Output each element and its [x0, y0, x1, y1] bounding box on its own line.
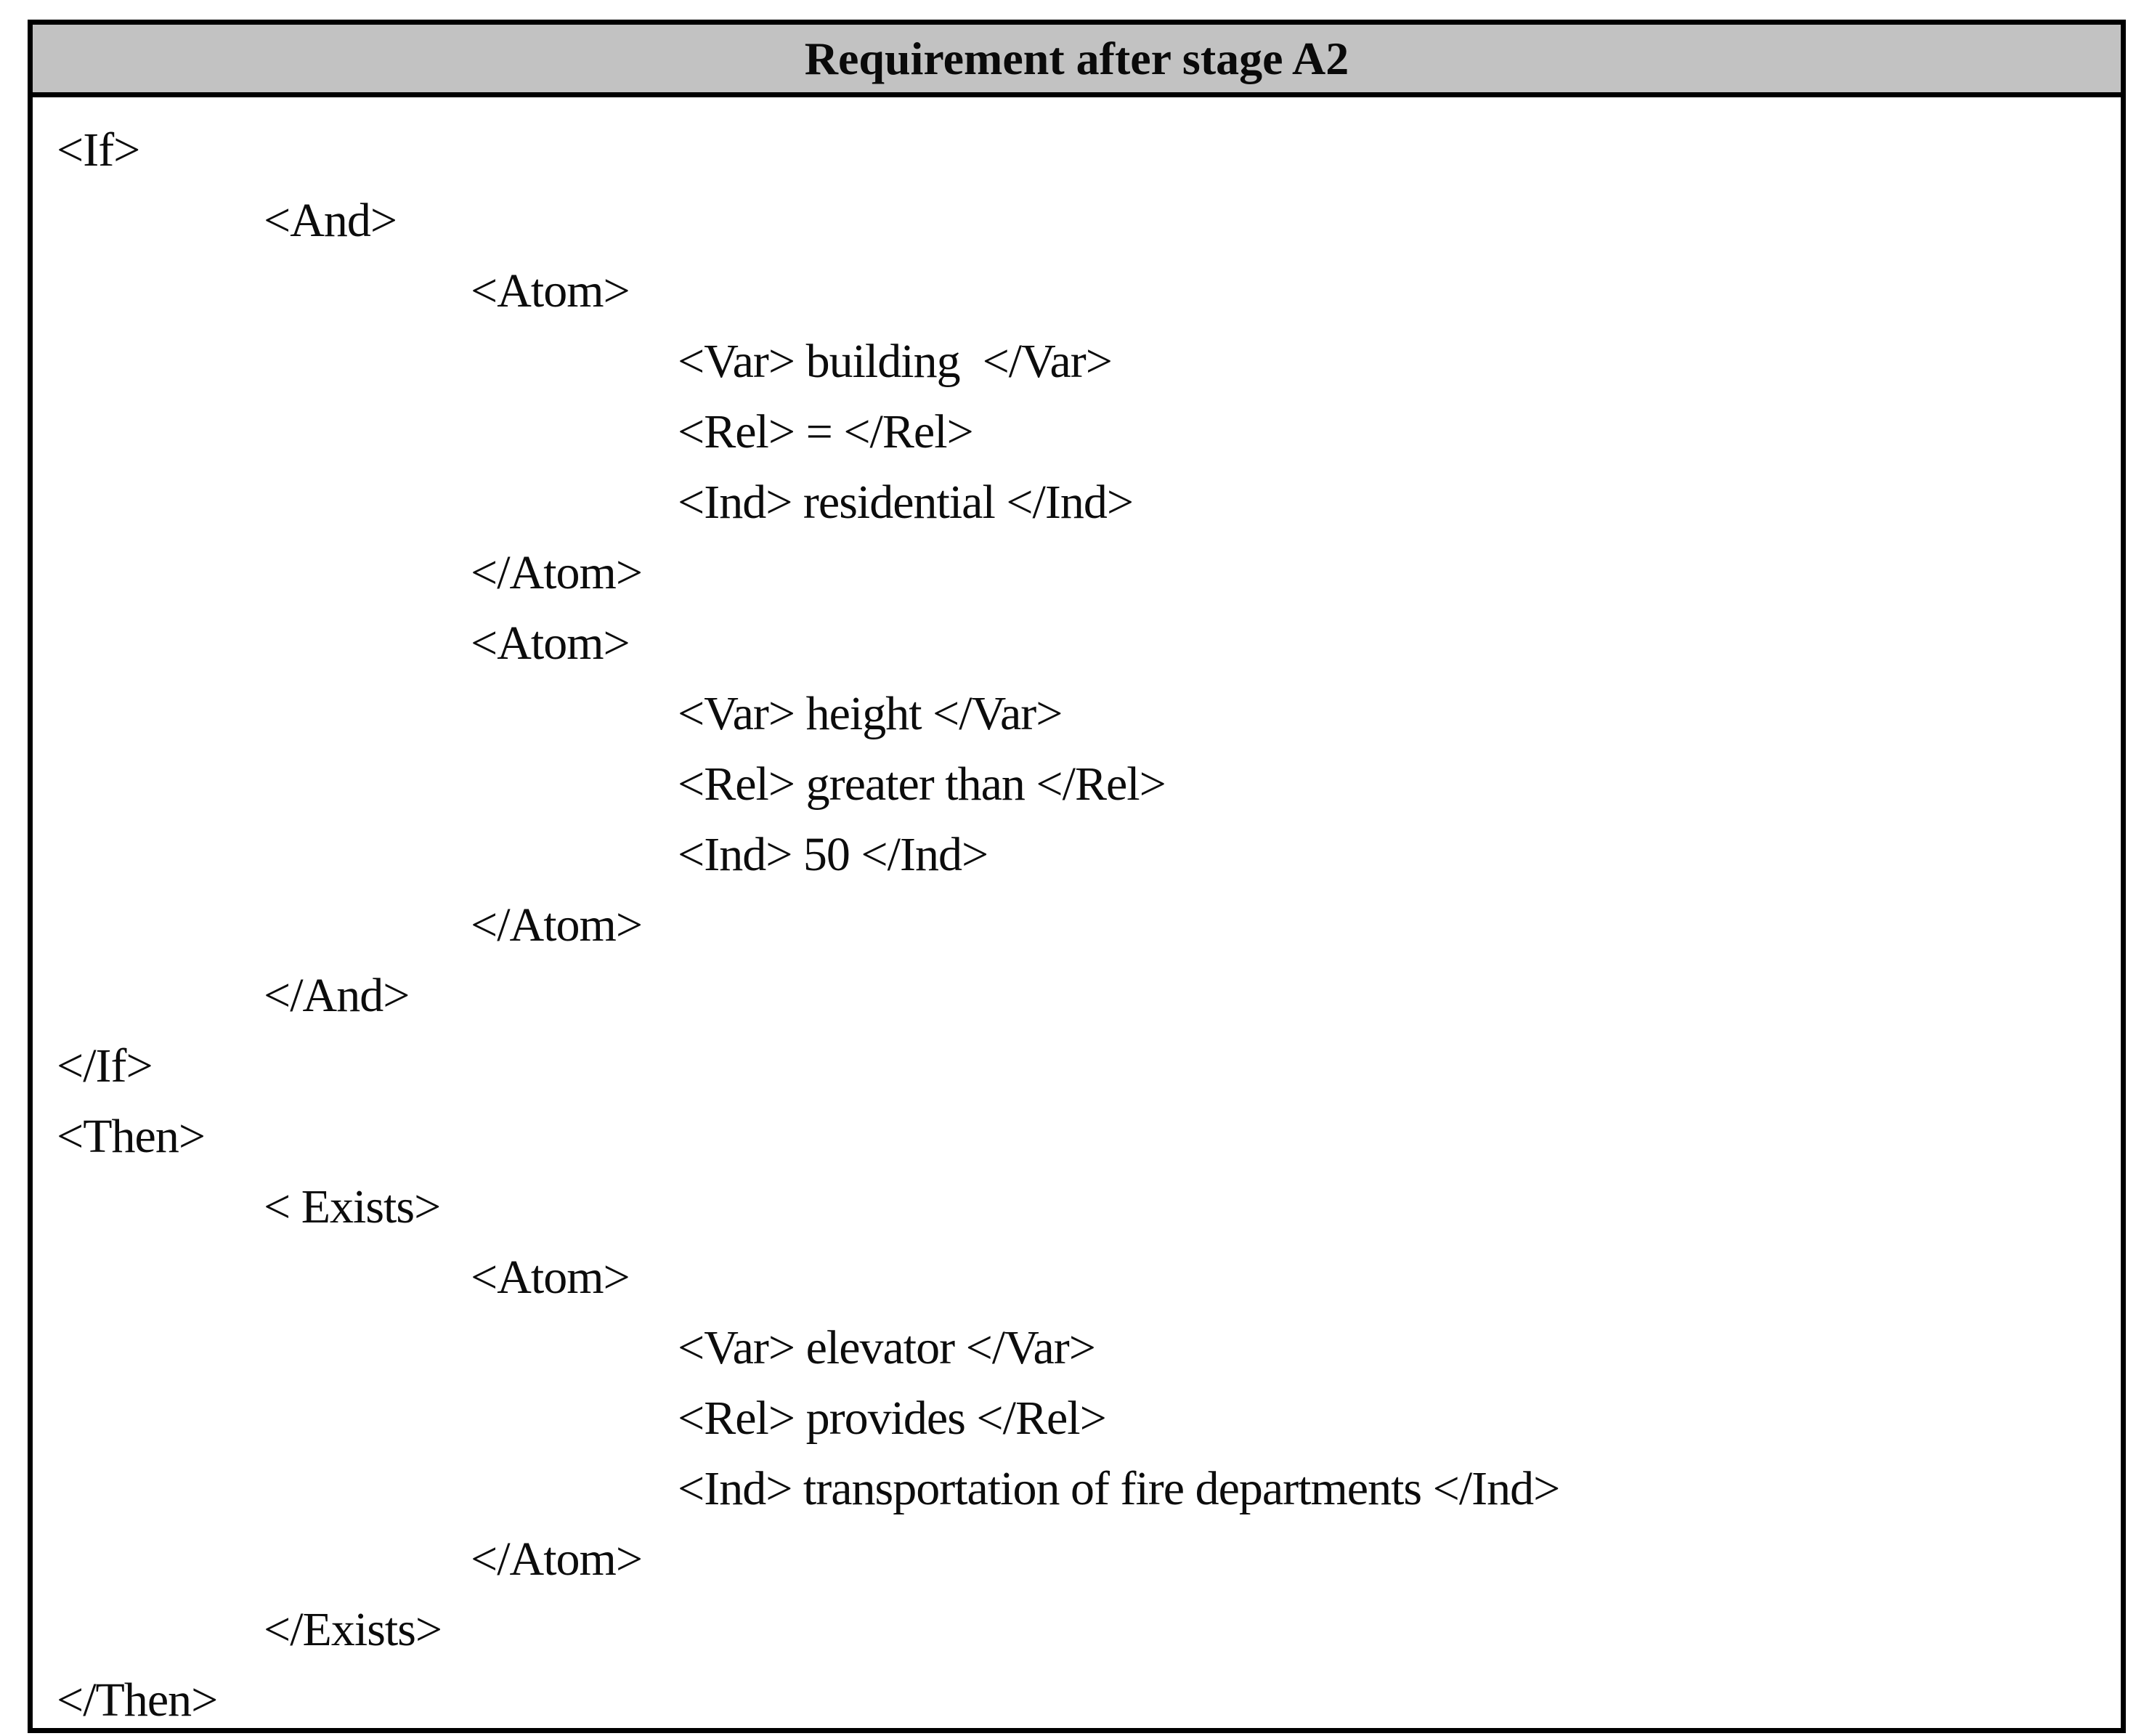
code-line: <Ind> 50 </Ind> [678, 828, 988, 881]
code-line: </Then> [57, 1674, 218, 1727]
code-line: <Rel> = </Rel> [678, 405, 973, 458]
requirement-figure-table [28, 20, 2126, 1733]
code-line: <If> [57, 123, 140, 177]
code-line: < Exists> [264, 1180, 441, 1233]
code-line: </Atom> [471, 899, 643, 952]
code-line: </And> [264, 969, 410, 1022]
code-line: <Atom> [471, 617, 630, 670]
code-line: <Var> elevator </Var> [678, 1321, 1095, 1374]
figure-title: Requirement after stage A2 [804, 32, 1349, 84]
figure-header [33, 25, 2121, 97]
code-line: <And> [264, 194, 397, 247]
code-line: <Then> [57, 1110, 206, 1163]
code-line: <Rel> provides </Rel> [678, 1392, 1106, 1445]
code-line: </Exists> [264, 1603, 442, 1656]
code-line: <Ind> transportation of fire departments </Ind> [678, 1462, 1560, 1515]
code-line: </If> [57, 1039, 153, 1092]
code-line: <Var> building </Var> [678, 335, 1112, 388]
code-line: <Atom> [471, 264, 630, 317]
code-line: </Atom> [471, 1533, 643, 1586]
code-line: <Rel> greater than </Rel> [678, 758, 1166, 811]
code-line: <Var> height </Var> [678, 687, 1063, 740]
code-line: <Atom> [471, 1251, 630, 1304]
code-line: <Ind> residential </Ind> [678, 476, 1134, 529]
code-line: </Atom> [471, 546, 643, 599]
code-lines [33, 97, 2121, 1733]
